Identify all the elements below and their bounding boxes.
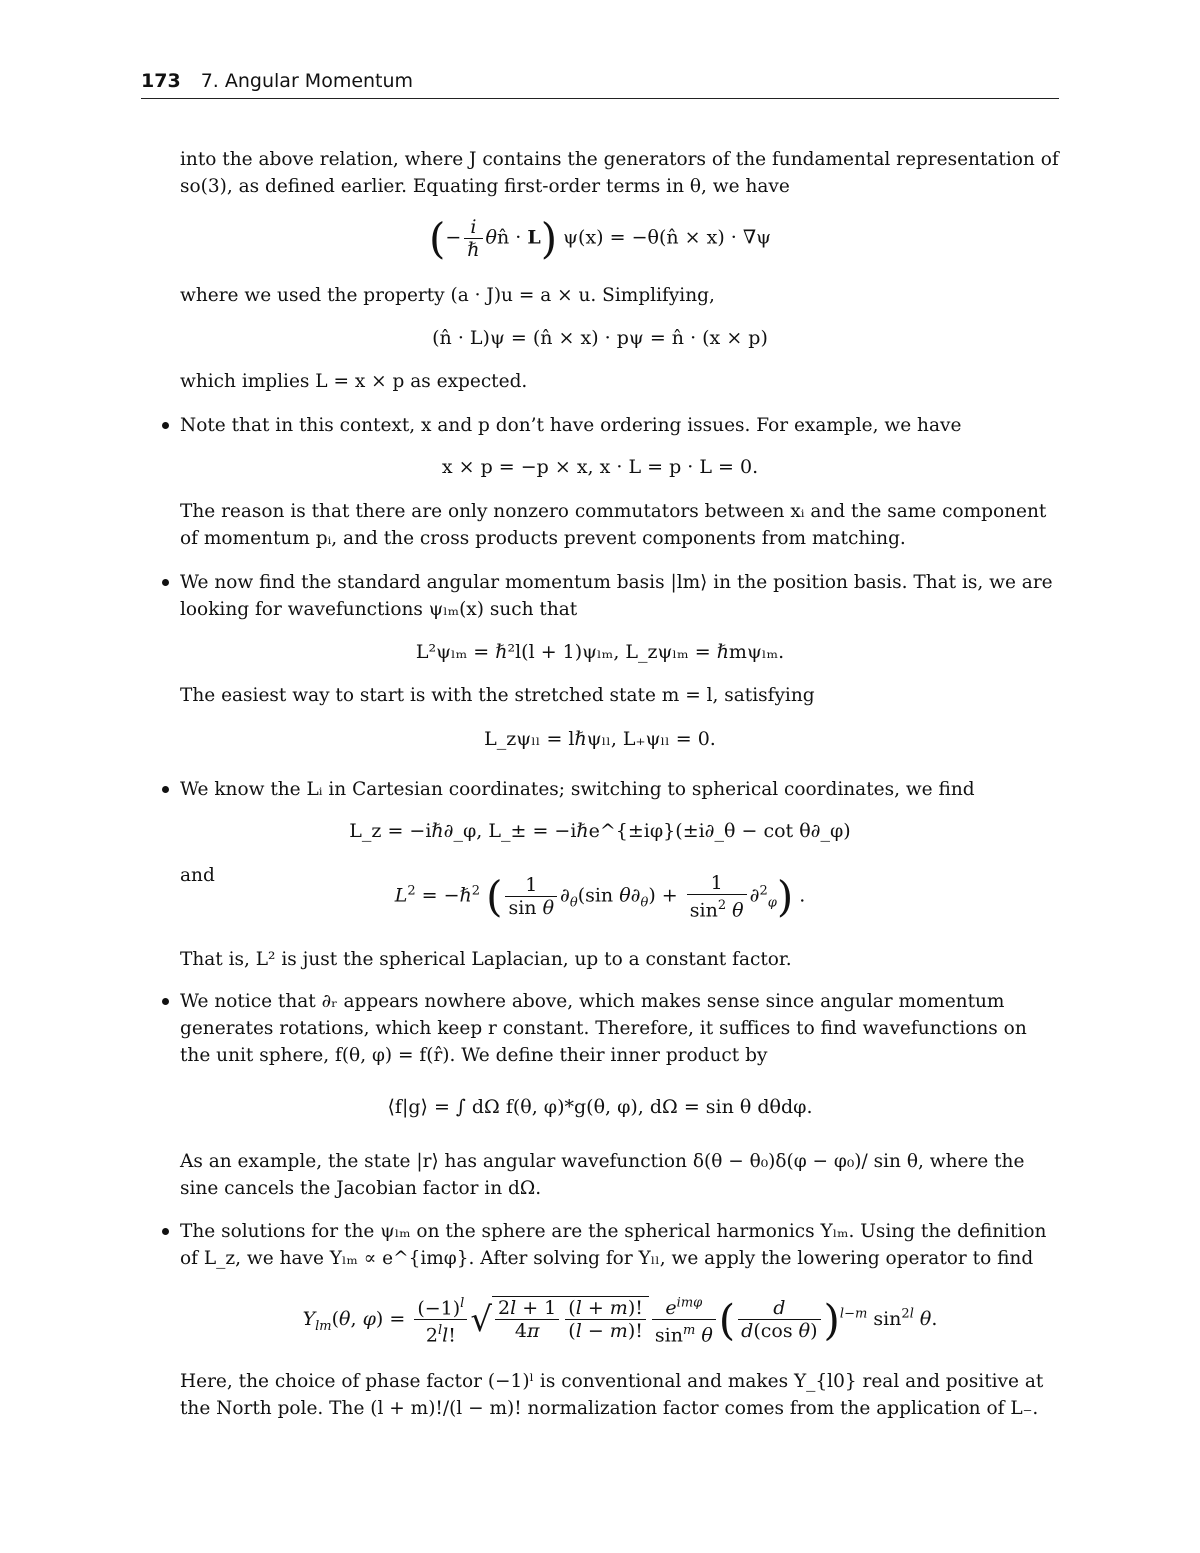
bullet-5 — [162, 1228, 169, 1235]
paragraph-4: The reason is that there are only nonzero commutators between xᵢ and the same component of momentum pᵢ, and the cross products prevent components from matching. — [180, 501, 1047, 549]
page-header — [141, 70, 1059, 99]
equation-4: L²ψₗₘ = ℏ²l(l + 1)ψₗₘ, L_zψₗₘ = ℏmψₗₘ. — [415, 641, 785, 663]
equation-2: (n̂ · L)ψ = (n̂ × x) · pψ = n̂ · (x × p) — [432, 327, 768, 349]
bullet-text-1: Note that in this context, x and p don’t have ordering issues. For example, we have — [180, 415, 962, 436]
equation-1: (− $\frac{i}{\text{ℏ}}$ θn̂ · L) ψ(x) = −θ(n̂ × x) · ∇ψ — [428, 214, 772, 263]
equation-9: $Y_{lm}(\theta$, φ) = $\frac{(-1)^l}{2^ll!}$ √ $\frac{2l + 1}{4\pi}$ $\frac{(l + m)!}{(l - m)!}$ $\frac{e^{im\varphi}}{\sin^m \theta}$ ( $\frac{d}{\text{d(cos θ)}}$ )$^{l-m}$ $\sin^{2l} \theta$. — [300, 1293, 940, 1347]
bullet-1 — [162, 422, 169, 429]
bullet-text-2: We now find the standard angular momentum basis |lm⟩ in the position basis. That is, we are looking for wavefunctions ψₗₘ(x) such that — [180, 572, 1053, 620]
paragraph-7: That is, L² is just the spherical Laplacian, up to a constant factor. — [180, 949, 792, 970]
bullet-text-5: The solutions for the ψₗₘ on the sphere are the spherical harmonics Yₗₘ. Using the definition of L_z, we have Yₗₘ ∝ e^{imφ}. After solving for Yₗₗ, we apply the lowering operator to find — [180, 1221, 1047, 1269]
paragraph-6: and — [180, 865, 215, 886]
paragraph-5: The easiest way to start is with the stretched state m = l, satisfying — [180, 685, 815, 706]
bullet-text-4: We notice that ∂ᵣ appears nowhere above, which makes sense since angular momentum generates rotations, which keep r constant. Therefore, it suffices to find wavefunctions on the unit sphere, f(θ, φ) = f(r̂). We define their inner product by — [180, 991, 1027, 1066]
paragraph-3: which implies L = x × p as expected. — [180, 371, 528, 392]
equation-8: ⟨f|g⟩ = ∫ dΩ f(θ, φ)*g(θ, φ), dΩ = sin θ dθdφ. — [387, 1096, 813, 1118]
paragraph-8: As an example, the state |r⟩ has angular wavefunction δ(θ − θ₀)δ(φ − φ₀)/ sin θ, where the sine cancels the Jacobian factor in dΩ. — [180, 1151, 1025, 1199]
equation-3: x × p = −p × x, x · L = p · L = 0. — [441, 456, 759, 478]
equation-6: L_z = −iℏ∂_φ, L_± = −iℏe^{±iφ}(±i∂_θ − cot θ∂_φ) — [349, 820, 851, 842]
paragraph-2: where we used the property (a · J)u = a × u. Simplifying, — [180, 285, 715, 306]
equation-1-rhs: ψ(x) = −θ(n̂ × x) · ∇ψ — [563, 226, 772, 249]
bullet-2 — [162, 579, 169, 586]
bullet-3 — [162, 786, 169, 793]
bullet-text-3: We know the Lᵢ in Cartesian coordinates; switching to spherical coordinates, we find — [180, 779, 975, 800]
chapter-title: 7. Angular Momentum — [200, 70, 414, 92]
page-number: 173 — [141, 70, 181, 92]
paragraph-9: Here, the choice of phase factor (−1)ˡ is conventional and makes Y_{l0} real and positive at the North pole. The (l + m)!/(l − m)! normalization factor comes from the application of L₋. — [180, 1371, 1044, 1419]
equation-7: $L^2$ = −ℏ$^2$ ( $\frac{1}{\text{sin θ}}$ $\partial_\theta(\sin$ $\theta\partial_\theta$) + $\frac{1}{\sin^2 \theta}$ ∂$^2_\varphi$) . — [394, 872, 806, 922]
bullet-4 — [162, 998, 169, 1005]
paragraph-1: into the above relation, where J contains the generators of the fundamental representation of so(3), as defined earlier. Equating first-order terms in θ, we have — [180, 149, 1059, 197]
equation-5: L_zψₗₗ = lℏψₗₗ, L₊ψₗₗ = 0. — [484, 728, 716, 750]
